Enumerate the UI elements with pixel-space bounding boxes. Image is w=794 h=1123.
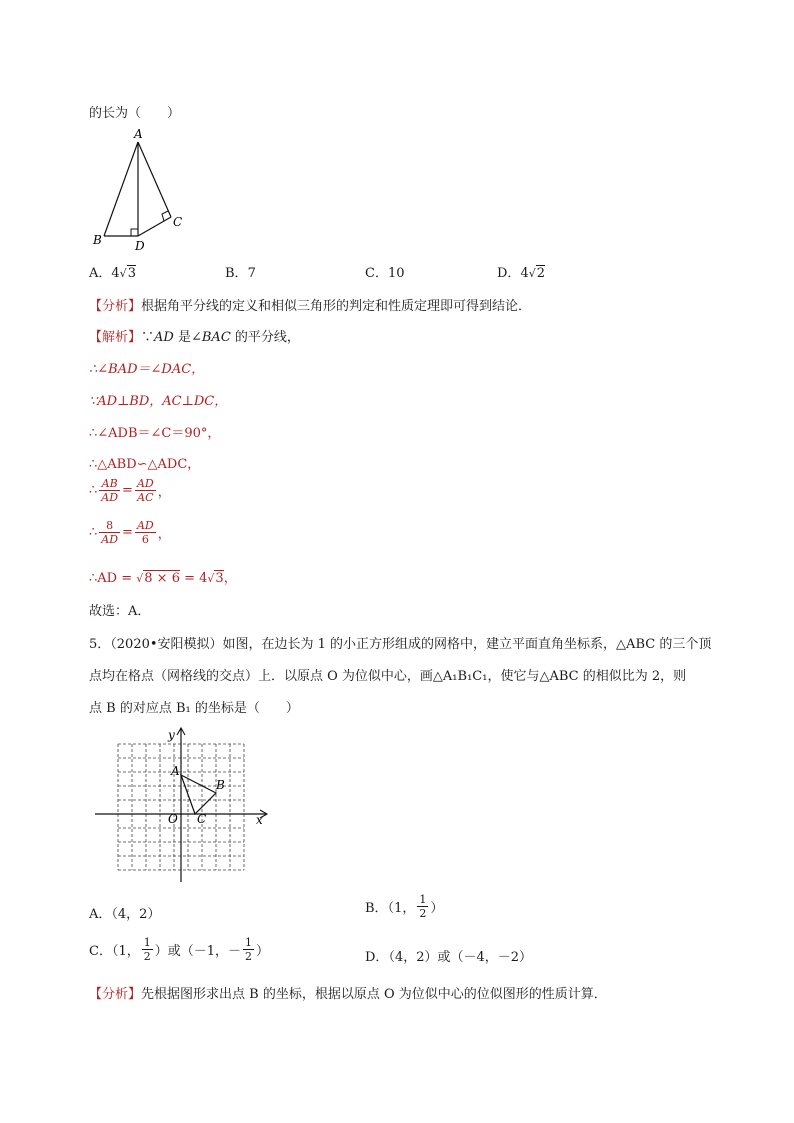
q4-analysis: 【分析】根据角平分线的定义和相似三角形的判定和性质定理即可得到结论． — [89, 299, 532, 314]
q5-stem-line3: 点 B 的对应点 B₁ 的坐标是（ ） — [89, 701, 299, 716]
q5-stem-line1: 5．（2020•安阳模拟）如图，在边长为 1 的小正方形组成的网格中，建立平面直角坐标系，△ABC 的三个顶 — [89, 637, 712, 652]
q4-answer: 故选：A． — [89, 604, 151, 619]
q5-option-b[interactable]: B．（1， $\frac{1}{2}$ ） — [365, 893, 444, 920]
axis-label-x: x — [256, 813, 263, 827]
q4-solution-step1: 【解析】∵AD 是∠BAC 的平分线， — [89, 330, 300, 345]
q4-step3: ∵AD⊥BD，AC⊥DC， — [89, 394, 228, 409]
q4-stem-tail: 的长为（ ） — [89, 106, 181, 121]
q5-option-c[interactable]: C．（1， $\frac{1}{2}$ ）或（－1，－ $\frac{1}{2}$ ） — [89, 936, 270, 963]
q5-option-d[interactable]: D．（4，2）或（－4，－2） — [365, 950, 533, 965]
q5-stem-line2: 点均在格点（网格线的交点）上．以原点 O 为位似中心，画△A₁B₁C₁，使它与△ABC 的相似比为 2，则 — [89, 669, 687, 684]
label-C: C — [173, 215, 183, 229]
q5-grid-figure — [90, 725, 275, 885]
q4-step8: ∴AD = √8 × 6 = 4√3， — [89, 571, 237, 586]
q4-step5: ∴△ABD∽△ADC， — [89, 457, 201, 472]
label-B: B — [93, 233, 102, 247]
point-label-A: A — [171, 764, 180, 778]
point-label-C: C — [197, 812, 207, 826]
q4-option-d[interactable]: D．4√2 — [497, 266, 546, 281]
q4-step2: ∴∠BAD＝∠DAC， — [89, 362, 205, 377]
q4-option-b[interactable]: B．7 — [225, 266, 256, 281]
origin-label: O — [168, 812, 178, 826]
q4-step7: ∴ $\frac{8}{AD}$ = $\frac{AD}{6}$ ， — [89, 519, 171, 546]
label-A: A — [134, 127, 143, 141]
q5-option-a[interactable]: A．（4，2） — [89, 907, 161, 922]
label-D: D — [135, 239, 145, 253]
q4-option-c[interactable]: C．10 — [365, 266, 405, 281]
q4-triangle-figure — [85, 125, 195, 255]
q4-step4: ∴∠ADB＝∠C＝90°， — [89, 426, 221, 441]
q4-step6: ∴ $\frac{AB}{AD}$ = $\frac{AD}{AC}$ ， — [89, 477, 171, 504]
point-label-B: B — [216, 778, 225, 792]
axis-label-y: y — [168, 728, 175, 742]
q5-analysis: 【分析】先根据图形求出点 B 的坐标，根据以原点 O 为位似中心的位似图形的性质计算． — [89, 987, 607, 1002]
q4-option-a[interactable]: A．4√3 — [89, 266, 136, 281]
